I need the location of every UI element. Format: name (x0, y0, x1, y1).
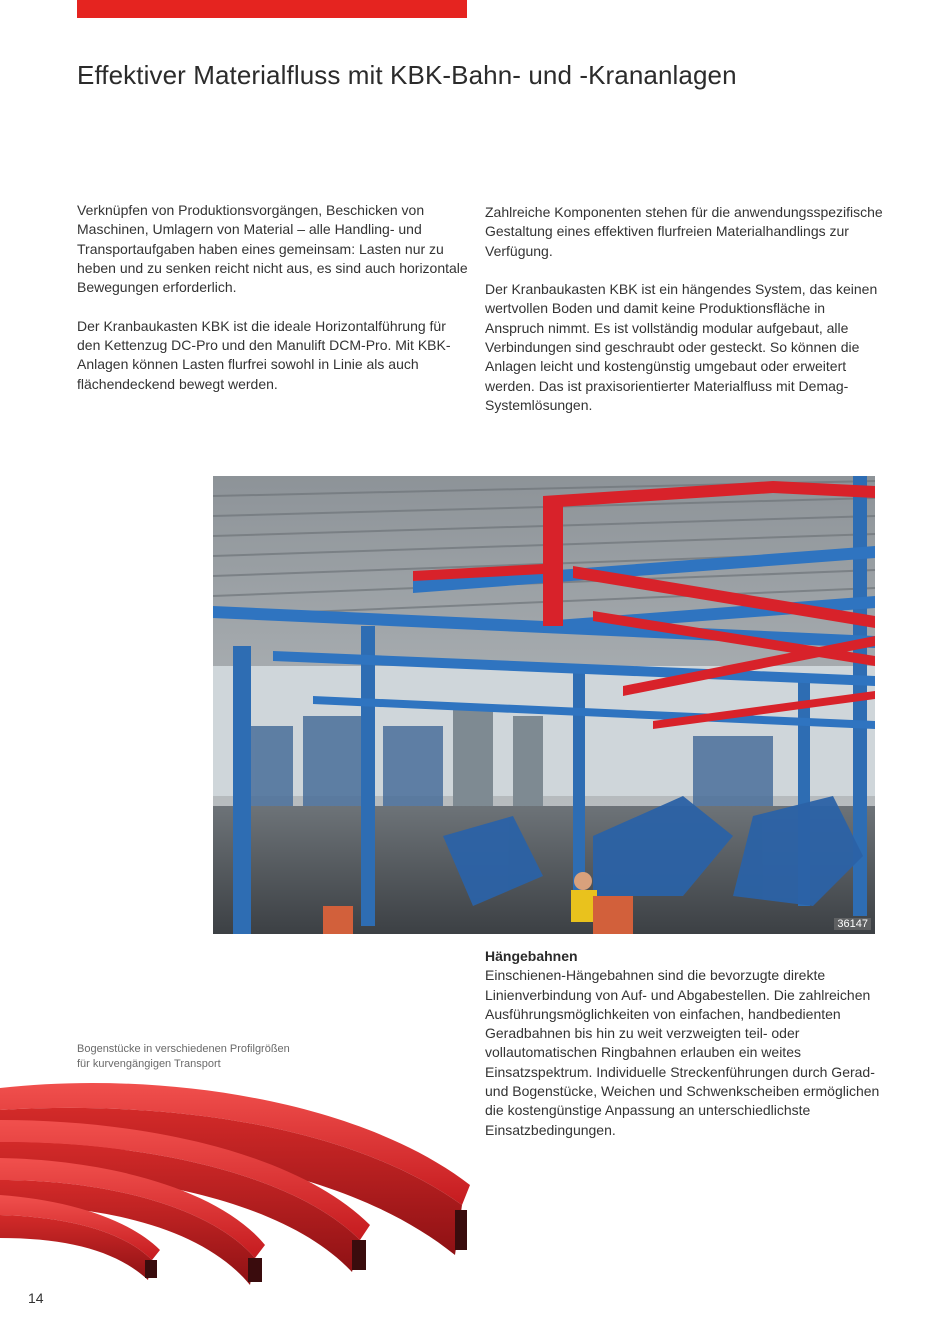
page-number: 14 (28, 1290, 44, 1306)
profile-image-caption (77, 1042, 337, 1072)
intro-paragraph: Der Kranbaukasten KBK ist ein hängendes System, das keinen wertvollen Boden und damit keine Produktionsfläche in Anspruch nimmt. Es ist vollständig modular aufgebaut, alle Verbindungen sind geschraubt oder gesteckt. So können die Anlagen leicht und kostengünstig umgebaut oder erweitert werden. Das ist praxisorientierter Materialfluss mit Demag-Systemlösungen. (485, 281, 878, 413)
factory-crane-photo (213, 476, 875, 934)
caption-line: für kurvengängigen Transport (77, 1058, 221, 1070)
intro-paragraph: Der Kranbaukasten KBK ist die ideale Horizontalführung für den Kettenzug DC-Pro und den Manulift DCM-Pro. Mit KBK-Anlagen können Lasten flurfrei sowohl in Linie als auch flächendeckend bewegt werden. (77, 317, 451, 392)
intro-right-column (485, 203, 885, 435)
intro-paragraph: Zahlreiche Komponenten stehen für die anwendungsspezifische Gestaltung eines effektiven flurfreien Materialhandlings zur Verfügung. (485, 204, 883, 259)
intro-left-column (77, 201, 469, 413)
haengebahnen-section (485, 947, 885, 1140)
intro-paragraph: Verknüpfen von Produktionsvorgängen, Beschicken von Maschinen, Umlagern von Material – alle Handling- und Transportaufgaben haben eines gemeinsam: Lasten nur zu heben und zu senken reicht nicht aus, es sind auch horizontale Bewegungen erforderlich. (77, 202, 468, 296)
factory-crane-illustration (213, 476, 875, 934)
page-title: Effektiver Materialfluss mit KBK-Bahn- und -Krananlagen (77, 60, 737, 90)
header-accent-bar (77, 0, 467, 18)
section-heading: Hängebahnen (485, 948, 578, 964)
curved-profile-rails-image (0, 1080, 480, 1290)
caption-line: Bogenstücke in verschiedenen Profilgrößen (77, 1043, 290, 1055)
section-body: Einschienen-Hängebahnen sind die bevorzugte direkte Linienverbindung von Auf- und Abgabestellen. Die zahlreichen Ausführungsmöglichkeiten von einfachen, handbedienten Geradbahnen bis hin zu weit verzweigten teil- oder vollautomatischen Ringbahnen erlauben ein weites Einsatzspektrum. Individuelle Streckenführungen durch Gerad- und Bogenstücke, Weichen und Schwenkscheiben ermöglichen die kostengünstige Anpassung an unterschiedlichste Einsatzbedingungen. (485, 967, 880, 1138)
photo-reference-code: 36147 (834, 918, 871, 930)
